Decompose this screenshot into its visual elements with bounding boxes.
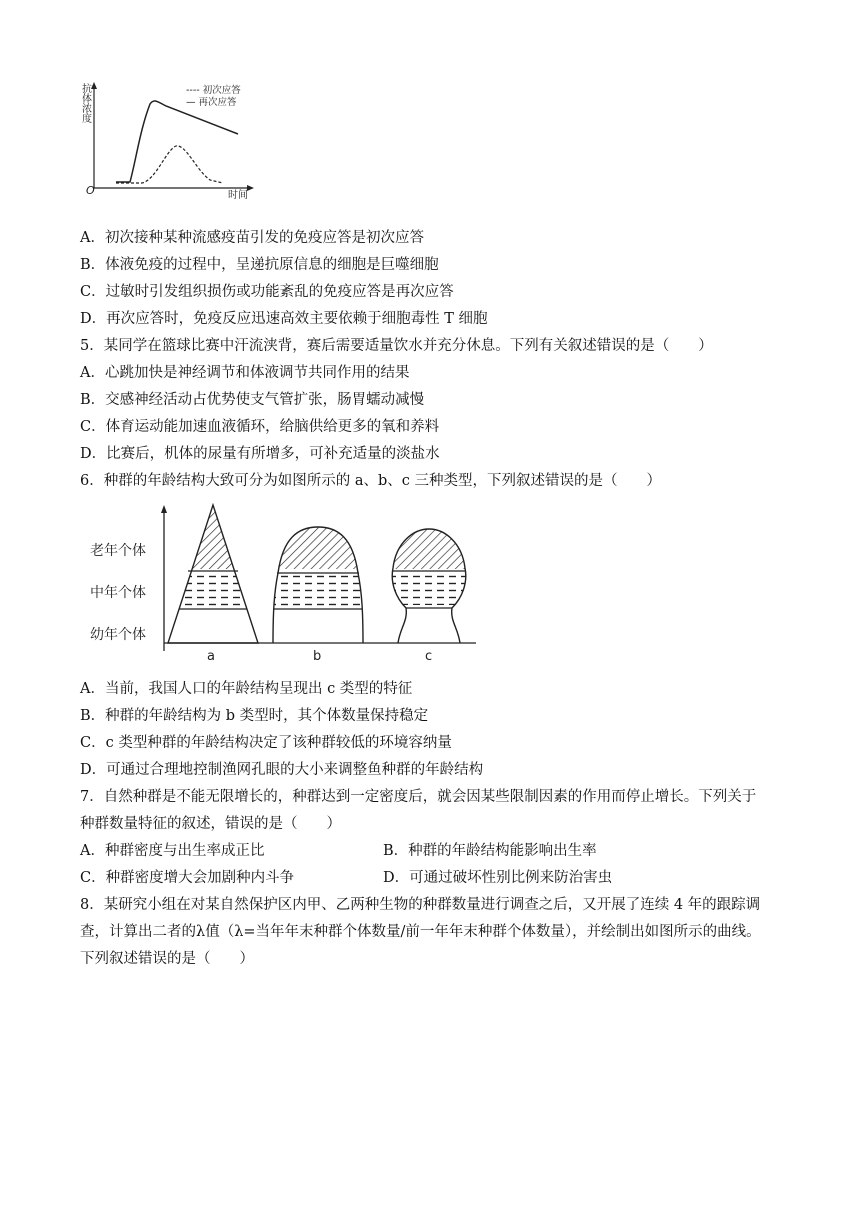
q5-option-c: C．体育运动能加速血液循环，给脑供给更多的氧和养料 (80, 419, 440, 435)
q8-stem-line2: 查，计算出二者的λ值（λ=当年年末种群个体数量/前一年年末种群个体数量），并绘制出如图所示的曲线。 (80, 924, 761, 940)
x-axis-label: 时间 (228, 190, 248, 200)
q8-stem-line1: 8．某研究小组在对某自然保护区内甲、乙两种生物的种群数量进行调查之后，又开展了连续 4 年的跟踪调 (80, 897, 761, 913)
q6-option-d: D．可通过合理地控制渔网孔眼的大小来调整鱼种群的年龄结构 (80, 762, 484, 778)
y-axis-label-text (82, 82, 92, 125)
q7-stem-line2: 种群数量特征的叙述，错误的是（ ） (80, 816, 341, 832)
q4-option-b: B．体液免疫的过程中，呈递抗原信息的细胞是巨噬细胞 (80, 257, 439, 273)
age-structure-figure (88, 503, 480, 665)
legend-secondary: — 再次应答 (186, 97, 237, 108)
q5-option-d: D．比赛后，机体的尿量有所增多，可补充适量的淡盐水 (80, 446, 440, 462)
type-c-label: c (425, 649, 433, 664)
legend-primary: ---- 初次应答 (186, 85, 241, 96)
label-young: 幼年个体 (90, 627, 146, 643)
q7-option-a: A．种群密度与出生率成正比 (80, 843, 265, 859)
q6-option-c: C．c 类型种群的年龄结构决定了该种群较低的环境容纳量 (80, 735, 452, 751)
q5-option-b: B．交感神经活动占优势使支气管扩张，肠胃蠕动减慢 (80, 392, 425, 408)
q5-option-a: A．心跳加快是神经调节和体液调节共同作用的结果 (80, 365, 410, 381)
q7-stem-line1: 7．自然种群是不能无限增长的，种群达到一定密度后，就会因某些限制因素的作用而停止增长。下列关于 (80, 789, 757, 805)
q7-option-b: B．种群的年龄结构能影响出生率 (383, 843, 597, 859)
type-b-label: b (313, 649, 322, 664)
q7-option-c: C．种群密度增大会加剧种内斗争 (80, 870, 295, 886)
q4-option-c: C．过敏时引发组织损伤或功能紊乱的免疫应答是再次应答 (80, 284, 454, 300)
label-middle: 中年个体 (90, 585, 146, 601)
y-axis-label-glyph: 度 (82, 114, 92, 125)
antibody-response-figure (78, 80, 258, 200)
y-axis-label-glyph: 体 (82, 94, 92, 105)
q6-stem: 6．种群的年龄结构大致可分为如图所示的 a、b、c 三种类型，下列叙述错误的是（ ） (80, 473, 661, 489)
y-axis-label-glyph: 抗 (82, 84, 92, 95)
q4-option-d: D．再次应答时，免疫反应迅速高效主要依赖于细胞毒性 T 细胞 (80, 311, 488, 327)
q7-option-d: D．可通过破坏性别比例来防治害虫 (383, 870, 613, 886)
y-axis-label-glyph: 浓 (82, 104, 92, 115)
q4-option-a: A．初次接种某种流感疫苗引发的免疫应答是初次应答 (80, 230, 424, 246)
type-a-label: a (207, 649, 215, 664)
q6-option-a: A．当前，我国人口的年龄结构呈现出 c 类型的特征 (80, 681, 413, 697)
q5-stem: 5．某同学在篮球比赛中汗流浃背，赛后需要适量饮水并充分休息。下列有关叙述错误的是（ ） (80, 338, 713, 354)
label-old: 老年个体 (90, 543, 146, 559)
q6-option-b: B．种群的年龄结构为 b 类型时，其个体数量保持稳定 (80, 708, 429, 724)
origin-label: O (86, 184, 95, 197)
q8-stem-line3: 下列叙述错误的是（ ） (80, 951, 254, 967)
